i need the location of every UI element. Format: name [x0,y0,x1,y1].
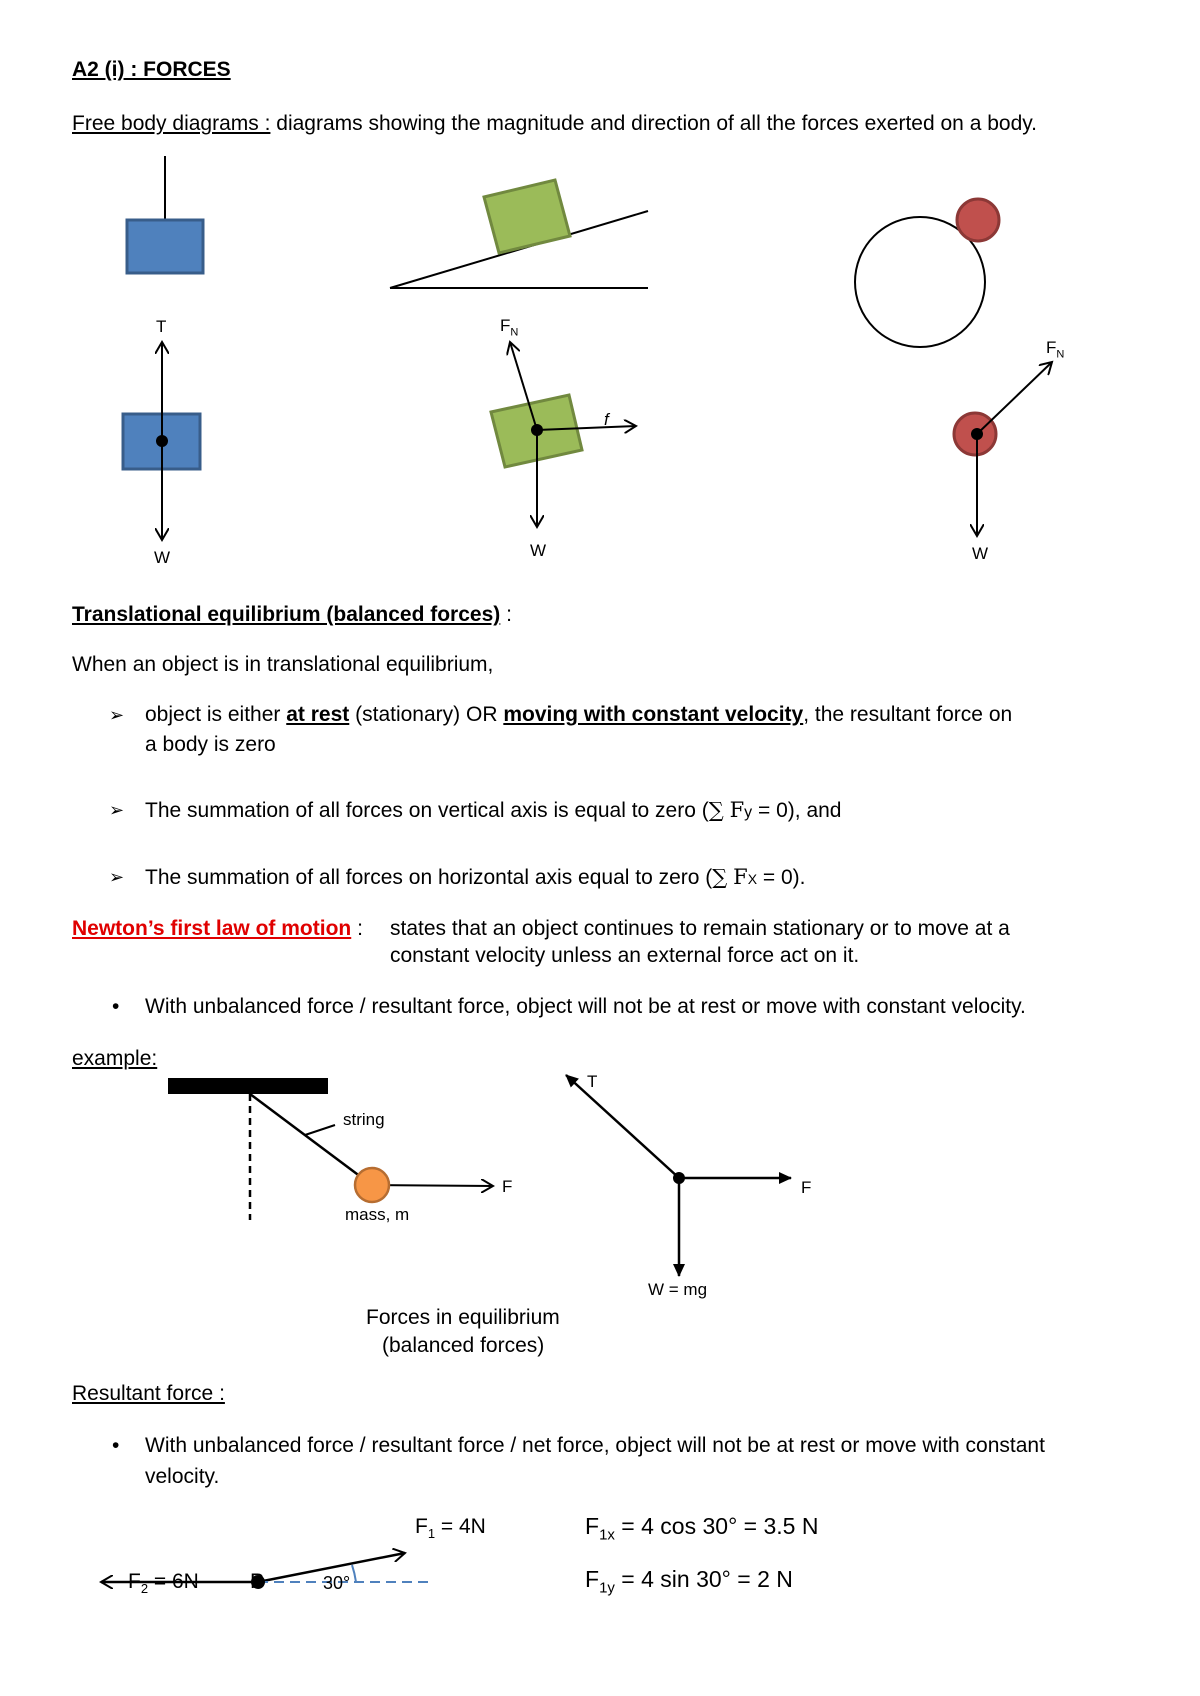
newton-definition-2: constant velocity unless an external force act on it. [390,944,860,967]
fbd3-point [971,428,983,440]
resultant-bullet-line2: velocity. [145,1465,220,1488]
newton-bullet: With unbalanced force / resultant force, object will not be at rest or move with constant velocity. [145,995,1026,1018]
hanging-block [127,220,203,273]
bullet-at-rest: object is either at rest (stationary) OR moving with constant velocity, the resultant force on [145,703,1013,726]
newton-term: Newton’s first law of motion [72,917,352,940]
ceiling-bar [168,1078,328,1094]
label-eq-W: W = mg [648,1280,708,1299]
fbd2-point [531,424,543,436]
eq-tension-arrow [566,1075,679,1178]
pendulum-string [250,1094,365,1180]
string-pointer [305,1125,335,1135]
fbd-term: Free body diagrams : [72,112,271,135]
label-eq-F: F [801,1178,812,1197]
caption-line2: (balanced forces) [382,1334,545,1357]
newton-line1: Newton’s first law of motion : [72,917,363,940]
fbd-definition: diagrams showing the magnitude and direction of all the forces exerted on a body. [276,112,1038,135]
bullet-at-rest-line2: a body is zero [145,733,276,756]
pendulum-mass [355,1168,389,1202]
newton-definition-1: states that an object continues to remain stationary or to move at a [390,917,1010,940]
angle-arc [352,1565,356,1582]
page-title: A2 (i) : FORCES [72,58,231,81]
arrow-bullet-icon: ➢ [109,705,125,725]
fbd1-point [156,435,168,447]
dot-bullet-icon: • [112,1434,120,1457]
fbd1-label-W: W [154,548,171,567]
arrow-bullet-icon: ➢ [109,800,125,820]
fbd2-label-f: f [604,410,609,429]
eq-point [673,1172,685,1184]
bullet-horizontal-sum: The summation of all forces on horizontal axis equal to zero (∑ FX = 0). [145,865,806,889]
incline-block [484,180,570,253]
resultant-bullet-line1: With unbalanced force / resultant force / net force, object will not be at rest or move with constant [145,1434,1045,1457]
F1x-equation: $F_{1x} = 4$ cos 30° = 3.5 N [585,1513,819,1544]
label-angle: 30° [323,1573,351,1593]
fbd2-label-FN: $F_N$ [500,316,519,339]
equilibrium-heading: Translational equilibrium (balanced forces) [72,603,501,626]
fbd3-label-W: W [972,544,989,563]
F1y-equation: $F_{1y} = 4$ sin 30° = 2 N [585,1566,793,1597]
resultant-heading: Resultant force : [72,1382,225,1405]
label-pendulum-F: F [502,1177,513,1196]
equilibrium-intro: When an object is in translational equilibrium, [72,653,494,676]
example-label: example: [72,1047,158,1070]
fbd3-label-FN: $F_N$ [1046,338,1065,361]
equilibrium-heading-line: Translational equilibrium (balanced forces) : [72,603,512,626]
label-mass: mass, m [345,1205,410,1224]
dot-bullet-icon: • [112,995,120,1018]
fbd1-label-T: T [156,317,167,336]
fbd2-label-W: W [530,541,547,560]
fbd3-normal-arrow [977,362,1052,434]
label-string: string [343,1110,385,1129]
label-P: P [250,1570,265,1593]
label-eq-T: T [587,1072,598,1091]
arrow-bullet-icon: ➢ [109,867,125,887]
bullet-vertical-sum: The summation of all forces on vertical axis is equal to zero (∑ Fy = 0), and [145,798,842,822]
ball-on-loop [957,199,999,241]
label-F2: $F_2 = 6N$ [128,1570,199,1597]
label-F1: $F_1 = 4N$ [415,1515,486,1542]
caption-line1: Forces in equilibrium [366,1306,560,1329]
